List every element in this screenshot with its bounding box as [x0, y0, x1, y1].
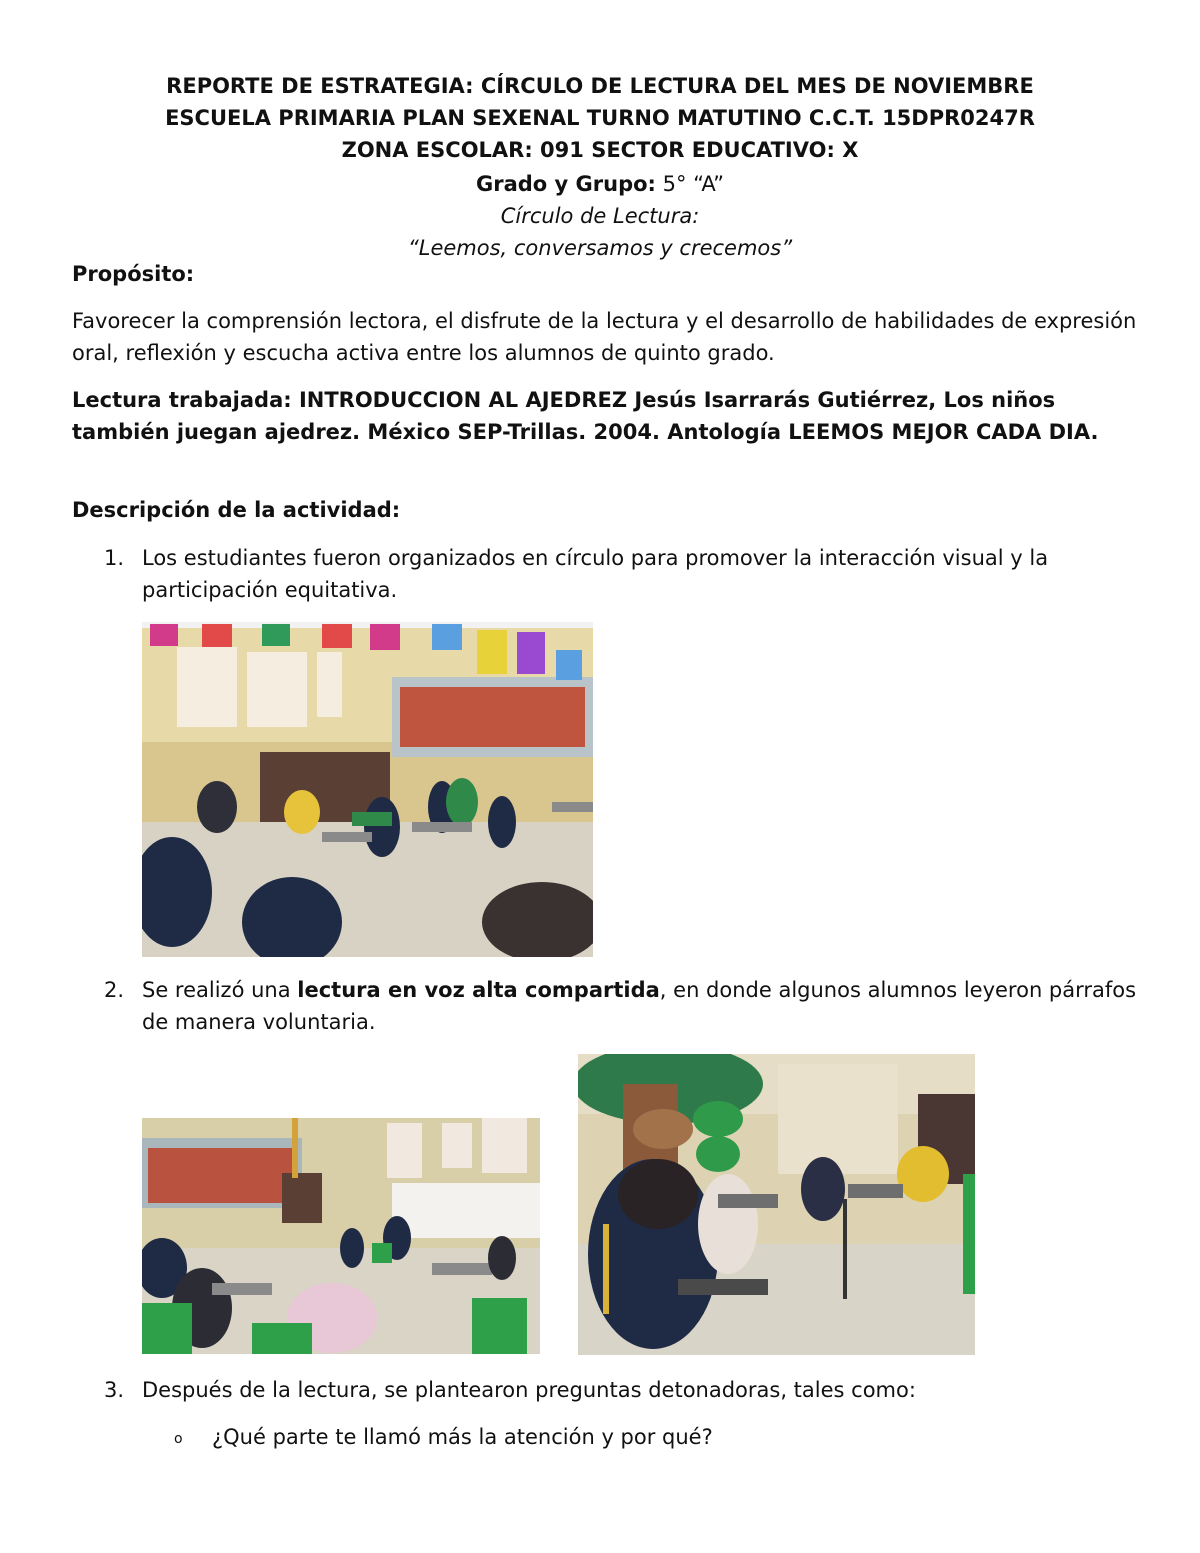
list-item-text: Los estudiantes fueron organizados en círculo para promover la interacción visual y la participación equitativa.: [142, 546, 1049, 602]
classroom-photo-wide: [142, 1118, 540, 1354]
reading-circle-label: Círculo de Lectura:: [500, 204, 700, 228]
grade-group: [60, 168, 1140, 200]
list-item-text-before: Se realizó una: [142, 978, 298, 1002]
sub-list-marker: o: [174, 1431, 183, 1447]
classroom-photo-tree-mural: [578, 1054, 975, 1355]
report-header: [60, 70, 1140, 264]
classroom-photo-wide-image: [142, 1118, 540, 1354]
list-item-text: [142, 974, 1144, 1038]
classroom-photo-circle-image: [142, 622, 593, 957]
list-item-number: 2.: [104, 978, 125, 1002]
school-zone: ZONA ESCOLAR: 091 SECTOR EDUCATIVO: X: [341, 138, 859, 162]
purpose-heading: Propósito:: [72, 262, 195, 286]
report-title: REPORTE DE ESTRATEGIA: CÍRCULO DE LECTURA DEL MES DE NOVIEMBRE: [166, 74, 1034, 98]
purpose-text: Favorecer la comprensión lectora, el disfrute de la lectura y el desarrollo de habilidades de expresión oral, reflexión y escucha activa entre los alumnos de quinto grado.: [72, 309, 1137, 365]
activity-heading: Descripción de la actividad:: [72, 498, 401, 522]
reading-circle-title: “Leemos, conversamos y crecemos”: [407, 236, 793, 260]
list-item-number: 3.: [104, 1378, 125, 1402]
classroom-photo-tree-mural-image: [578, 1054, 975, 1355]
grade-group-label: Grado y Grupo:: [476, 172, 656, 196]
school-name: ESCUELA PRIMARIA PLAN SEXENAL TURNO MATUTINO C.C.T. 15DPR0247R: [165, 106, 1035, 130]
list-item: [104, 974, 1144, 1038]
reading-worked: Lectura trabajada: INTRODUCCION AL AJEDREZ Jesús Isarrarás Gutiérrez, Los niños también juegan ajedrez. México SEP-Trillas. 2004. Antología LEEMOS MEJOR CADA DIA.: [72, 388, 1099, 444]
sub-list-item-text: ¿Qué parte te llamó más la atención y por qué?: [212, 1425, 713, 1449]
sub-list-item: [174, 1421, 1134, 1453]
list-item: [104, 542, 1144, 606]
list-item-text: Después de la lectura, se plantearon preguntas detonadoras, tales como:: [142, 1378, 916, 1402]
list-item: [104, 1374, 1144, 1406]
list-item-number: 1.: [104, 546, 125, 570]
list-item-text-bold: lectura en voz alta compartida: [297, 978, 660, 1002]
classroom-photo-circle: [142, 622, 593, 957]
list-item-text-after: , en donde algunos alumnos leyeron párrafos de manera voluntaria.: [142, 978, 1137, 1034]
grade-group-value: 5° “A”: [655, 172, 724, 196]
